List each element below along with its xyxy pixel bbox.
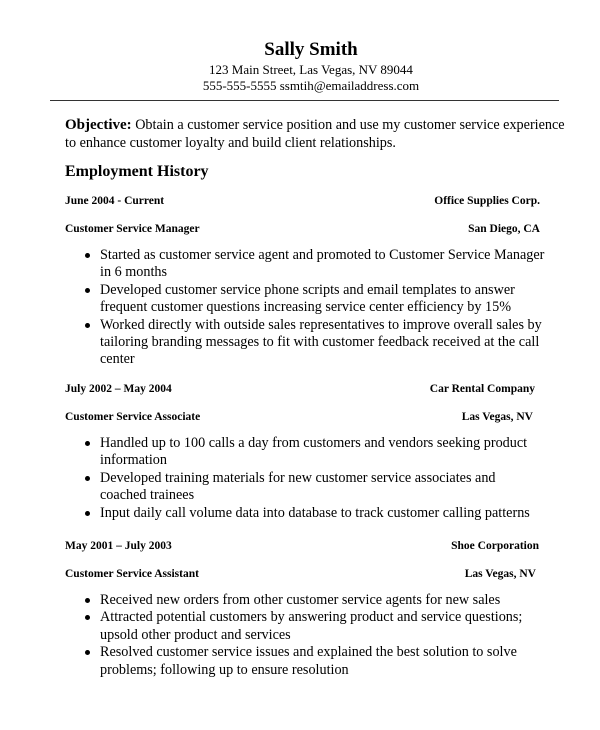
employment-history-heading: Employment History [65,163,209,180]
job-responsibilities [100,247,545,369]
header-divider [50,100,559,101]
list-item: Received new orders from other customer service agents for new sales [100,592,545,609]
job-responsibilities [100,435,545,522]
bullet-icon [85,288,90,293]
job-location: Las Vegas, NV [461,411,533,423]
bullet-icon [85,650,90,655]
objective-paragraph [65,116,565,152]
job-entry [65,540,540,679]
applicant-name: Sally Smith [264,39,358,60]
job-position: Customer Service Associate [65,411,201,423]
objective-label: Objective: [65,117,132,133]
bullet-icon [85,253,90,258]
bullet-icon [85,323,90,328]
address-line: 123 Main Street, Las Vegas, NV 89044 [209,62,413,77]
job-dates-company-row [65,195,540,223]
resume-header [0,38,600,94]
job-location: Las Vegas, NV [464,568,536,580]
job-company: Office Supplies Corp. [434,195,540,207]
job-dates-company-row [65,383,540,411]
list-item: Worked directly with outside sales representatives to improve overall sales by tailoring branding messages to fit with customer feedback received at the call center [100,317,545,369]
job-position-location-row [65,568,540,592]
job-position: Customer Service Assistant [65,568,199,580]
bullet-icon [85,598,90,603]
objective-text: Obtain a customer service position and use my customer service experience to enhance customer loyalty and build client relationships. [65,117,565,151]
job-position: Customer Service Manager [65,223,200,235]
list-item: Input daily call volume data into database to track customer calling patterns [100,505,545,522]
job-position-location-row [65,411,540,435]
list-item: Started as customer service agent and promoted to Customer Service Manager in 6 months [100,247,545,282]
job-responsibilities [100,592,545,679]
job-location: San Diego, CA [468,223,540,235]
phone-email-line: 555-555-5555 ssmtih@emailaddress.com [202,78,420,93]
job-entry [65,383,540,522]
bullet-icon [85,511,90,516]
job-dates: May 2001 – July 2003 [65,540,172,552]
list-item: Handled up to 100 calls a day from customers and vendors seeking product information [100,435,545,470]
bullet-icon [85,476,90,481]
bullet-icon [85,441,90,446]
job-company: Car Rental Company [429,383,535,395]
list-item: Developed training materials for new customer service associates and coached trainees [100,470,545,505]
job-company: Shoe Corporation [451,540,539,552]
job-entry [65,195,545,369]
list-item: Resolved customer service issues and explained the best solution to solve problems; following up to ensure resolution [100,644,545,679]
bullet-icon [85,615,90,620]
list-item: Attracted potential customers by answering product and service questions; upsold other product and services [100,609,545,644]
list-item: Developed customer service phone scripts and email templates to answer frequent customer questions increasing service center efficiency by 15% [100,282,545,317]
job-dates: July 2002 – May 2004 [65,383,172,395]
job-position-location-row [65,223,540,247]
job-dates: June 2004 - Current [65,195,165,207]
job-dates-company-row [65,540,540,568]
